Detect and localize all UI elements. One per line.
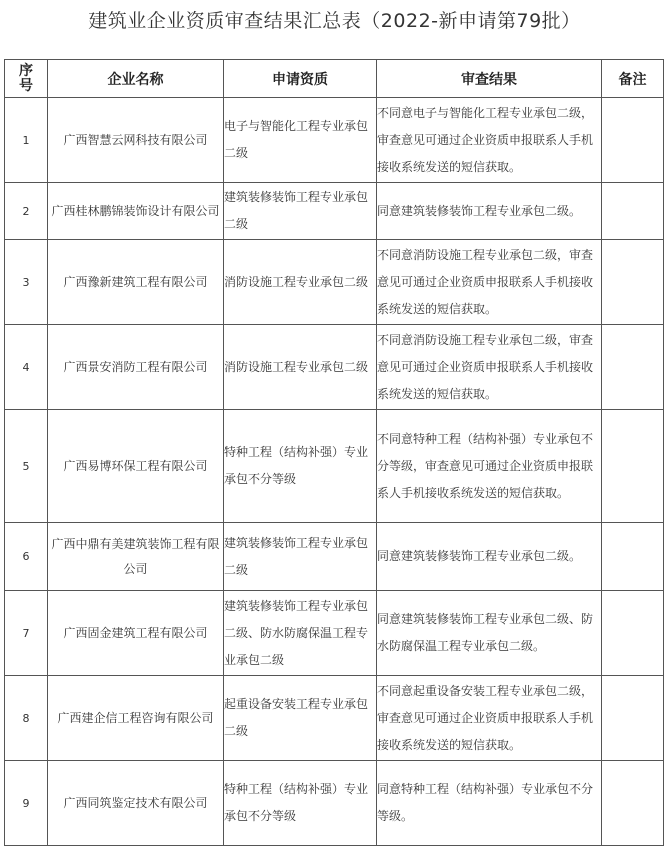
company-name: 广西易博环保工程有限公司 (48, 410, 224, 523)
review-result: 同意建筑装修装饰工程专业承包二级。 (377, 183, 602, 240)
row-number: 1 (5, 98, 48, 183)
row-number: 2 (5, 183, 48, 240)
applied-qualification: 建筑装修装饰工程专业承包二级 (224, 183, 377, 240)
applied-qualification: 特种工程（结构补强）专业承包不分等级 (224, 410, 377, 523)
row-number: 6 (5, 523, 48, 591)
review-result: 同意特种工程（结构补强）专业承包不分等级。 (377, 761, 602, 846)
review-result: 不同意消防设施工程专业承包二级，审查意见可通过企业资质申报联系人手机接收系统发送的短信获取。 (377, 325, 602, 410)
results-table (4, 59, 664, 846)
row-number: 9 (5, 761, 48, 846)
header-qualification: 申请资质 (224, 60, 377, 98)
review-result: 不同意电子与智能化工程专业承包二级，审查意见可通过企业资质申报联系人手机接收系统发送的短信获取。 (377, 98, 602, 183)
applied-qualification: 消防设施工程专业承包二级 (224, 325, 377, 410)
row-number: 5 (5, 410, 48, 523)
review-result: 不同意起重设备安装工程专业承包二级，审查意见可通过企业资质申报联系人手机接收系统发送的短信获取。 (377, 676, 602, 761)
applied-qualification: 建筑装修装饰工程专业承包二级、防水防腐保温工程专业承包二级 (224, 591, 377, 676)
applied-qualification: 电子与智能化工程专业承包二级 (224, 98, 377, 183)
company-name: 广西建企信工程咨询有限公司 (48, 676, 224, 761)
remark (602, 676, 664, 761)
table-row (5, 325, 664, 410)
remark (602, 410, 664, 523)
applied-qualification: 起重设备安装工程专业承包二级 (224, 676, 377, 761)
table-row (5, 410, 664, 523)
remark (602, 761, 664, 846)
remark (602, 523, 664, 591)
review-result: 不同意特种工程（结构补强）专业承包不分等级，审查意见可通过企业资质申报联系人手机接收系统发送的短信获取。 (377, 410, 602, 523)
header-row (5, 60, 664, 98)
table-row (5, 591, 664, 676)
row-number: 3 (5, 240, 48, 325)
table-row (5, 183, 664, 240)
table-row (5, 98, 664, 183)
remark (602, 240, 664, 325)
review-result: 同意建筑装修装饰工程专业承包二级。 (377, 523, 602, 591)
company-name: 广西桂林鹏锦装饰设计有限公司 (48, 183, 224, 240)
company-name: 广西智慧云网科技有限公司 (48, 98, 224, 183)
company-name: 广西中鼎有美建筑装饰工程有限公司 (48, 523, 224, 591)
header-remark: 备注 (602, 60, 664, 98)
header-company: 企业名称 (48, 60, 224, 98)
company-name: 广西豫新建筑工程有限公司 (48, 240, 224, 325)
table-row (5, 676, 664, 761)
company-name: 广西景安消防工程有限公司 (48, 325, 224, 410)
row-number: 7 (5, 591, 48, 676)
review-result: 不同意消防设施工程专业承包二级，审查意见可通过企业资质申报联系人手机接收系统发送的短信获取。 (377, 240, 602, 325)
header-seq: 序号 (5, 60, 48, 98)
table-row (5, 761, 664, 846)
applied-qualification: 建筑装修装饰工程专业承包二级 (224, 523, 377, 591)
company-name: 广西固金建筑工程有限公司 (48, 591, 224, 676)
company-name: 广西同筑鉴定技术有限公司 (48, 761, 224, 846)
applied-qualification: 消防设施工程专业承包二级 (224, 240, 377, 325)
page-title: 建筑业企业资质审查结果汇总表（2022-新申请第79批） (88, 10, 581, 32)
remark (602, 591, 664, 676)
row-number: 8 (5, 676, 48, 761)
applied-qualification: 特种工程（结构补强）专业承包不分等级 (224, 761, 377, 846)
table-row (5, 240, 664, 325)
header-result: 审查结果 (377, 60, 602, 98)
remark (602, 98, 664, 183)
remark (602, 325, 664, 410)
review-result: 同意建筑装修装饰工程专业承包二级、防水防腐保温工程专业承包二级。 (377, 591, 602, 676)
row-number: 4 (5, 325, 48, 410)
table-row (5, 523, 664, 591)
remark (602, 183, 664, 240)
